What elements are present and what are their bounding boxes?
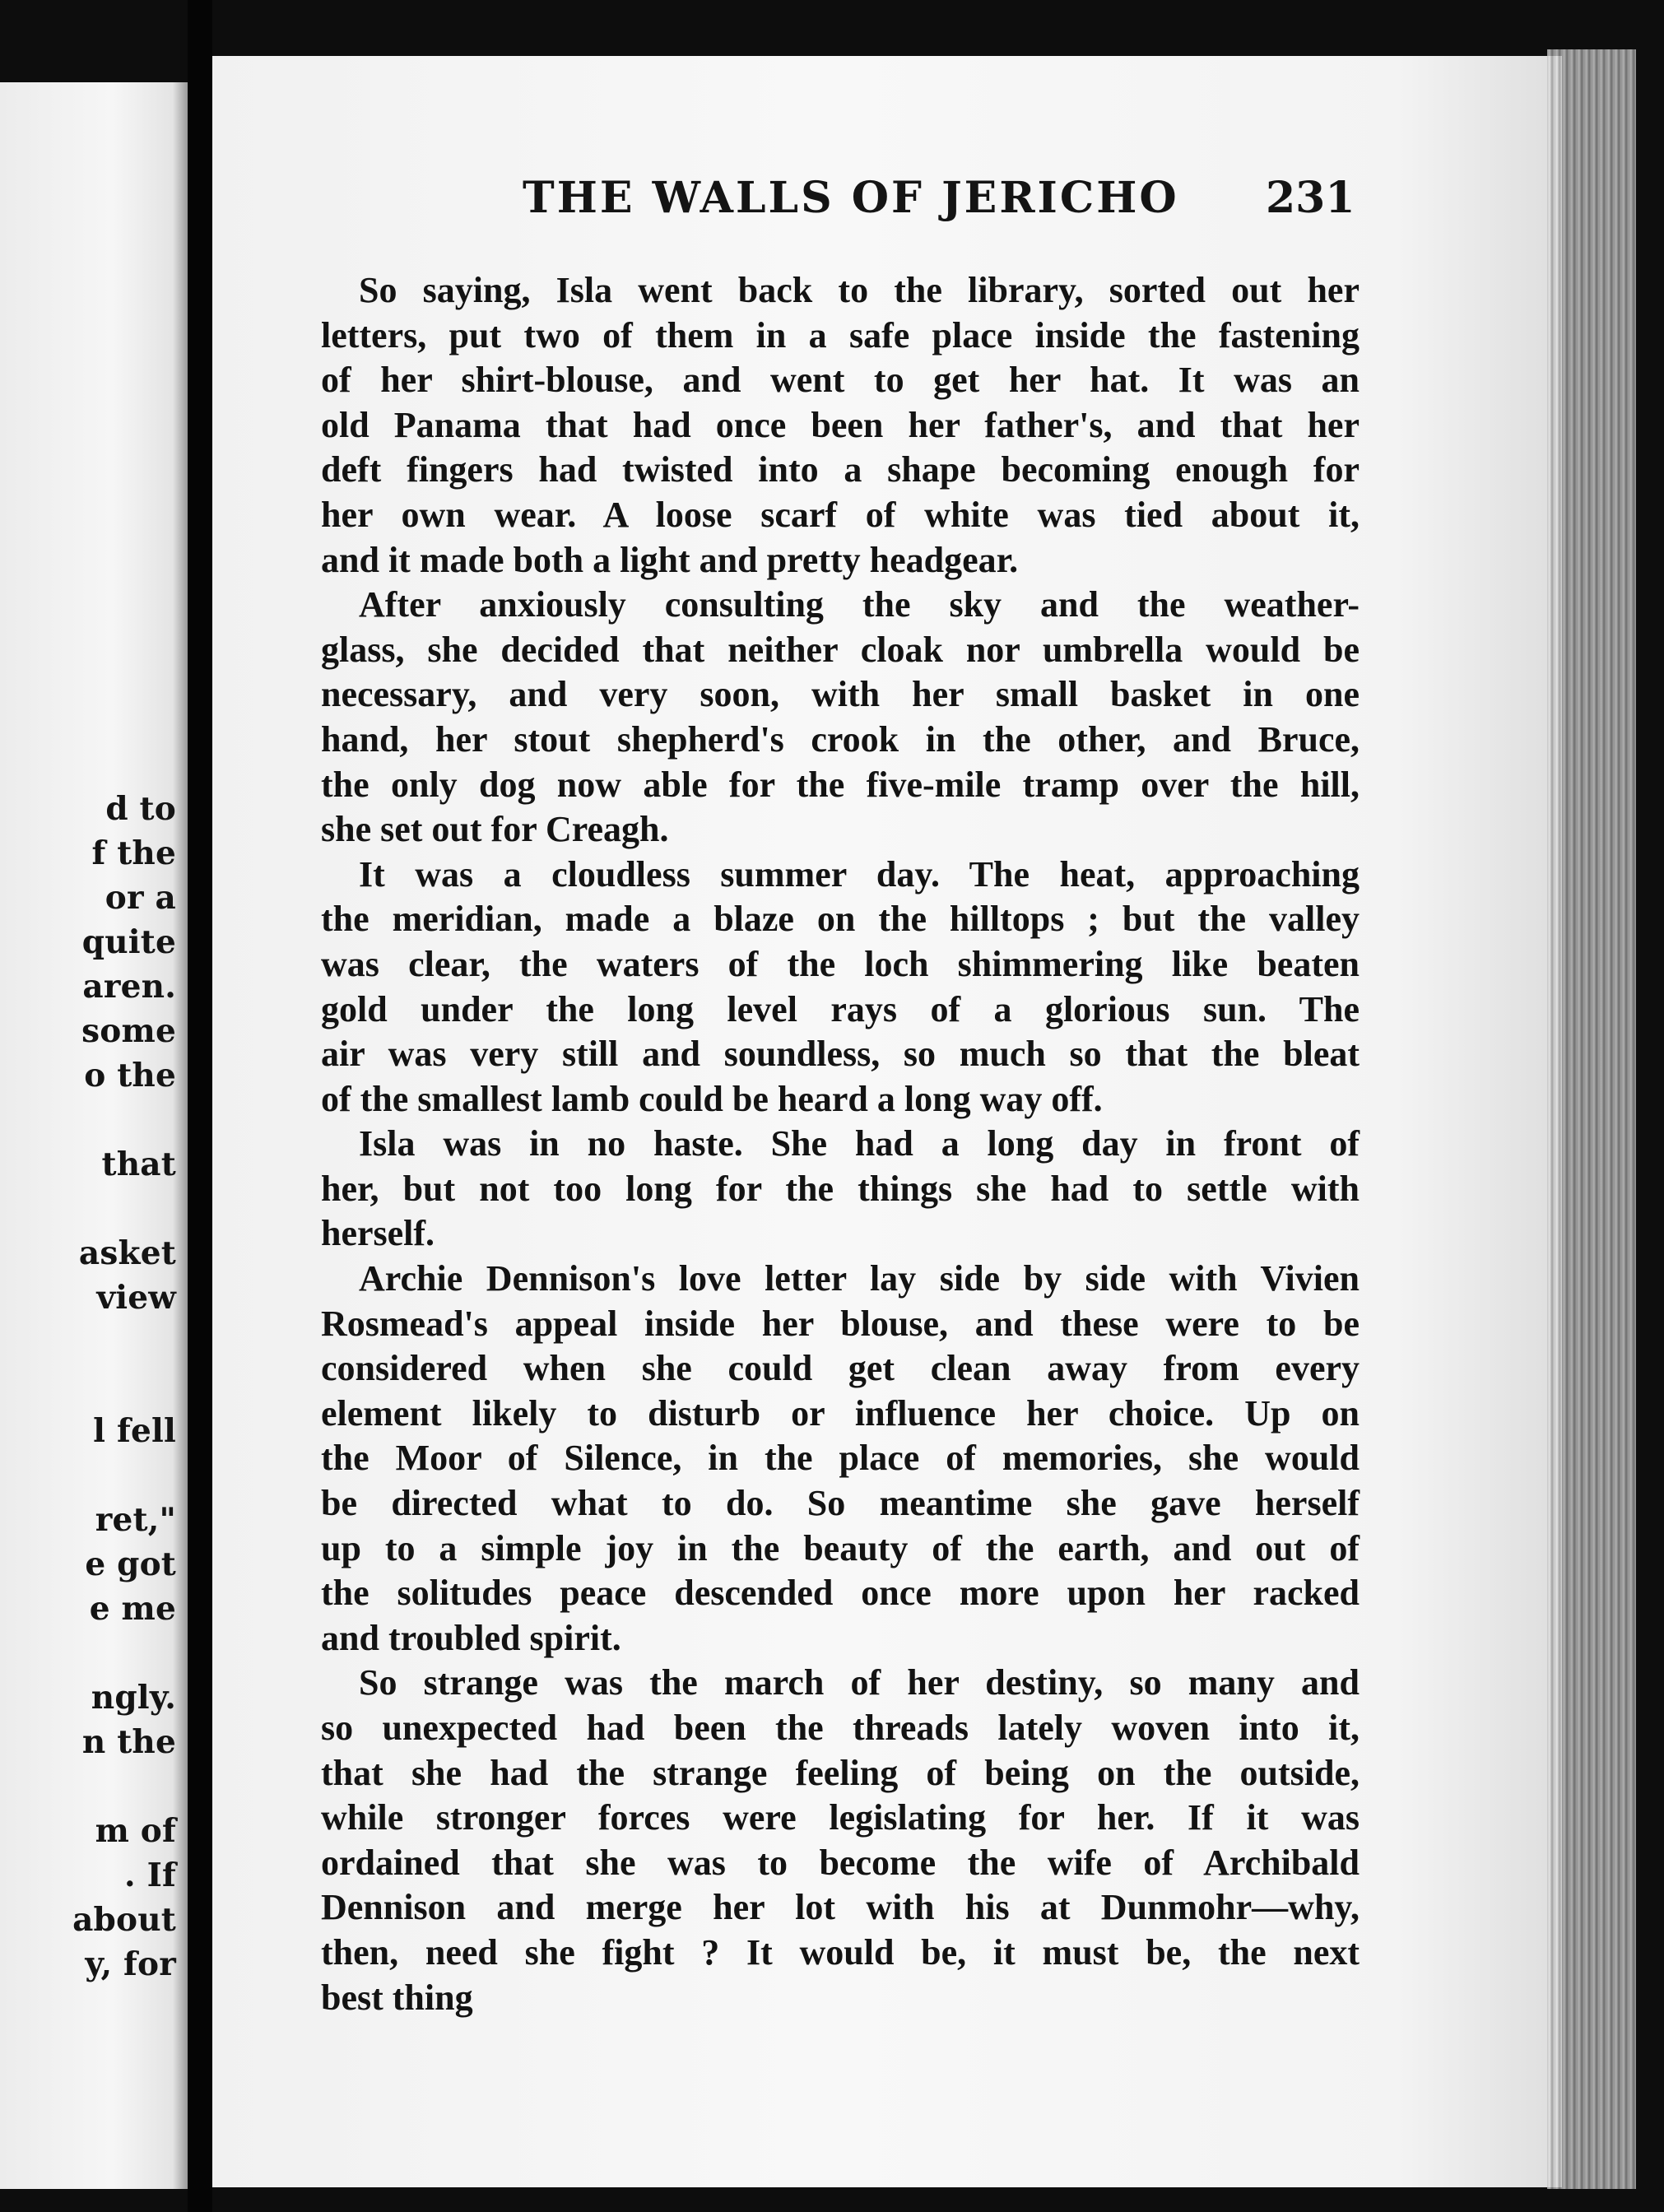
running-head	[212, 173, 1562, 230]
text-line: considered when she could get clean away from every	[321, 1348, 1360, 1389]
text-line: the solitudes peace descended once more upon her racked	[321, 1573, 1360, 1614]
text-line: Archie Dennison's love letter lay side by side with Vivien	[359, 1258, 1360, 1299]
running-head-title: THE WALLS OF JERICHO	[523, 173, 1179, 223]
left-page-fragment: ret,"	[95, 1501, 176, 1539]
text-line: of the smallest lamb could be heard a long way off.	[321, 1078, 1103, 1119]
body-text	[321, 268, 1360, 2020]
left-page-fragment: aren.	[82, 968, 176, 1006]
left-page-fragment: or a	[105, 879, 176, 917]
text-line: so unexpected had been the threads lately woven into it,	[321, 1708, 1360, 1748]
text-line: hand, her stout shepherd's crook in the other, and Bruce,	[321, 718, 1360, 760]
text-line: be directed what to do. So meantime she gave herself	[321, 1483, 1360, 1524]
text-line: gold under the long level rays of a glorious sun. The	[321, 988, 1360, 1029]
paragraph	[321, 1122, 1360, 1257]
text-line: of her shirt-blouse, and went to get her hat. It was an	[321, 360, 1360, 401]
left-page-fragment: m of	[95, 1812, 176, 1850]
text-line: So saying, Isla went back to the library, sorted out her	[359, 270, 1360, 310]
text-line: After anxiously consulting the sky and the weather-	[359, 584, 1360, 625]
paragraph	[321, 853, 1360, 1122]
right-page	[212, 56, 1562, 2187]
paragraph	[321, 583, 1360, 853]
text-line: It was a cloudless summer day. The heat, approaching	[359, 853, 1360, 895]
text-line: deft fingers had twisted into a shape becoming enough for	[321, 449, 1360, 490]
text-line: letters, put two of them in a safe place inside the fastening	[321, 314, 1360, 356]
page-number: 231	[1266, 173, 1355, 223]
text-line: Rosmead's appeal inside her blouse, and these were to be	[321, 1303, 1360, 1344]
text-line: and it made both a light and pretty headgear.	[321, 539, 1019, 580]
book-gutter	[188, 0, 212, 2212]
text-line: So strange was the march of her destiny, so many and	[359, 1662, 1360, 1703]
text-line: best thing	[321, 1977, 473, 2018]
left-page-fragment: quite	[81, 923, 176, 961]
paragraph	[321, 268, 1360, 583]
text-line: and troubled spirit.	[321, 1617, 621, 1658]
text-line: old Panama that had once been her father's, and that her	[321, 404, 1360, 445]
text-line: necessary, and very soon, with her small basket in one	[321, 674, 1360, 715]
text-line: was clear, the waters of the loch shimmering like beaten	[321, 943, 1360, 984]
text-line: ordained that she was to become the wife of Archibald	[321, 1842, 1360, 1883]
left-page-fragment: e me	[89, 1590, 176, 1628]
text-line: Dennison and merge her lot with his at Dunmohr—why,	[321, 1887, 1360, 1928]
left-page-fragment: n the	[81, 1723, 176, 1761]
left-page-fragment: o the	[84, 1057, 176, 1094]
text-line: the meridian, made a blaze on the hilltops ; but the valley	[321, 899, 1360, 940]
left-page-fragment: view	[96, 1279, 176, 1317]
text-line: element likely to disturb or influence her choice. Up on	[321, 1392, 1360, 1434]
text-line: then, need she fight ? It would be, it must be, the next	[321, 1931, 1360, 1973]
left-page-fragment: ngly.	[91, 1679, 176, 1717]
text-line: that she had the strange feeling of being on the outside,	[321, 1752, 1360, 1793]
left-page-fragment: that	[101, 1146, 176, 1183]
text-line: Isla was in no haste. She had a long day in front of	[359, 1123, 1360, 1164]
page-edge-shadow	[1636, 0, 1664, 2212]
text-line: her, but not too long for the things she had to settle with	[321, 1168, 1360, 1209]
left-page-fragment: asket	[78, 1234, 176, 1272]
page-block-edge	[1547, 49, 1638, 2189]
text-line: glass, she decided that neither cloak nor umbrella would be	[321, 629, 1360, 670]
left-page-text-fragments	[0, 790, 176, 2107]
left-page-fragment: d to	[105, 790, 176, 828]
text-line: while stronger forces were legislating for her. If it was	[321, 1797, 1360, 1838]
left-page-fragment: . If	[124, 1856, 176, 1894]
left-page-fragment: l fell	[93, 1412, 176, 1450]
text-line: her own wear. A loose scarf of white was tied about it,	[321, 494, 1360, 535]
left-page-fragment: f the	[91, 834, 176, 872]
text-line: air was very still and soundless, so much so that the bleat	[321, 1034, 1360, 1075]
paragraph	[321, 1257, 1360, 1661]
text-line: herself.	[321, 1213, 435, 1254]
left-page-fragment: about	[72, 1901, 176, 1939]
left-page-fragment: y, for	[85, 1945, 176, 1983]
text-line: she set out for Creagh.	[321, 809, 669, 850]
left-page-fragment: some	[81, 1012, 176, 1050]
text-line: the Moor of Silence, in the place of memories, she would	[321, 1438, 1360, 1479]
text-line: up to a simple joy in the beauty of the earth, and out of	[321, 1527, 1360, 1568]
paragraph	[321, 1661, 1360, 2020]
left-page-fragment: e got	[85, 1545, 176, 1583]
text-line: the only dog now able for the five-mile tramp over the hill,	[321, 764, 1360, 805]
left-facing-page	[0, 82, 188, 2189]
